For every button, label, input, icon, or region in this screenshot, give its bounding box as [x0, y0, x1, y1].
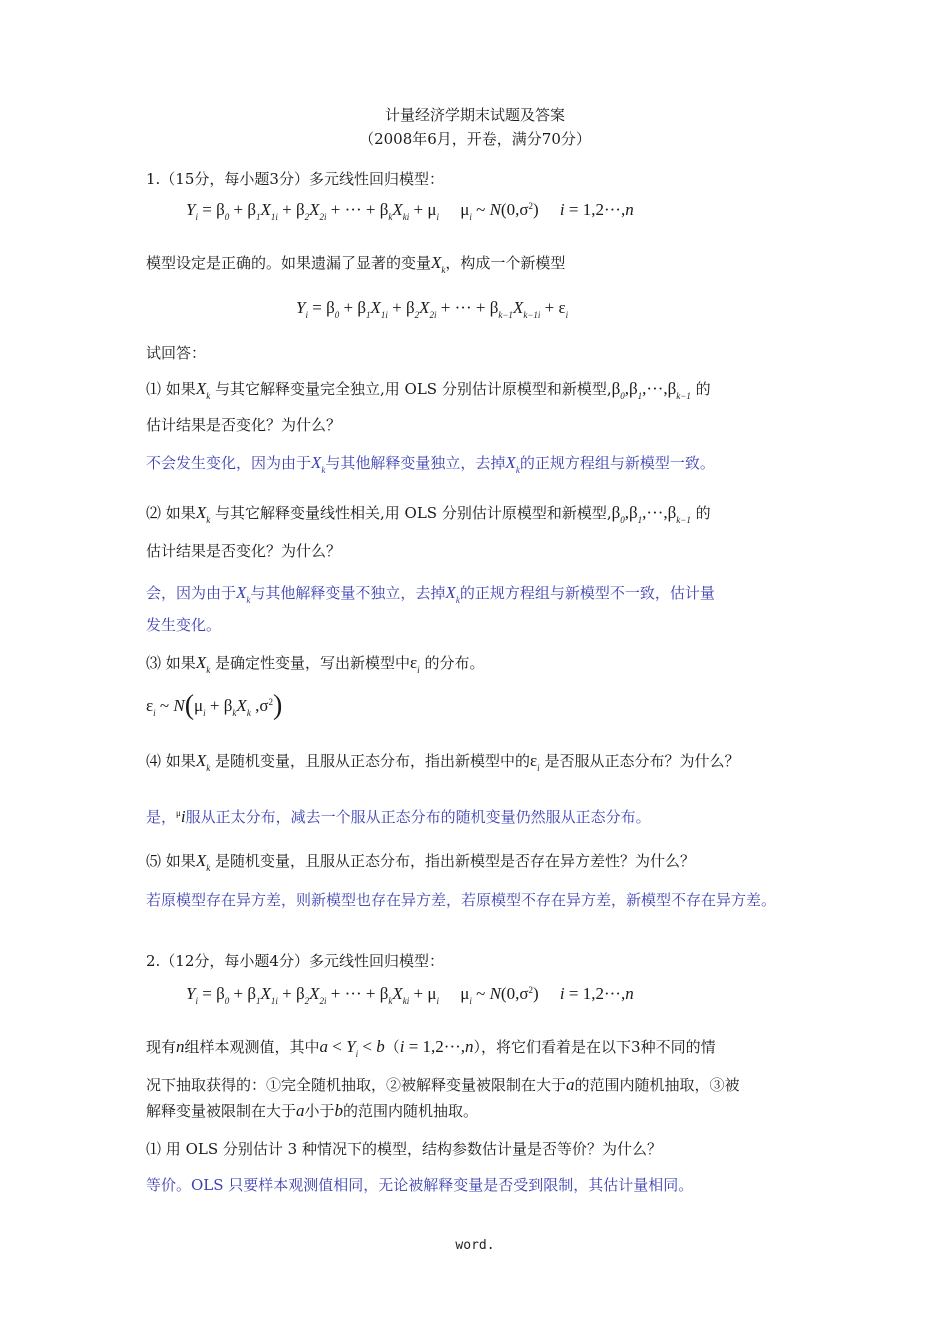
q1-sub5-question: ⑸ 如果$X_k$ 是随机变量，且服从正态分布，指出新模型是否存在异方差性？为什么？: [146, 851, 695, 873]
q2-sample-description-line3: 解释变量被限制在大于a小于b的范围内随机抽取。: [146, 1101, 479, 1120]
q2-sample-description-line2: 况下抽取获得的：①完全随机抽取，②被解释变量被限制在大于a的范围内随机抽取，③被: [146, 1075, 740, 1094]
question-1-header: 1.（15分，每小题3分）多元线性回归模型：: [146, 170, 444, 188]
q1-sub2-answer: 会，因为由于$X_k$与其他解释变量不独立，去掉$X_k$的正规方程组与新模型不一致，估计量: [146, 583, 715, 605]
q1-sub1-question: ⑴ 如果$X_k$ 与其它解释变量完全独立,用 OLS 分别估计原模型和新模型$,\beta_0,\beta_1,\cdot\cdot\cdot,\beta_{k-1}$ 的: [146, 379, 711, 401]
page-footer: word.: [455, 1238, 495, 1253]
q2-sub1-answer: 等价。OLS 只要样本观测值相同，无论被解释变量是否受到限制，其估计量相同。: [146, 1176, 694, 1194]
page-title: 计量经济学期末试题及答案: [384, 106, 565, 124]
q1-sub5-answer: 若原模型存在异方差，则新模型也存在异方差，若原模型不存在异方差，新模型不存在异方差。: [146, 891, 777, 909]
q2-sample-description: 现有n组样本观测值，其中$a < Y_i < b(i = 1,2\cdot\cdot\cdot,n)$，将它们看着是在以下3种不同的情: [146, 1037, 716, 1059]
q1-sub3-answer-formula: $\varepsilon_i$ ~ $N(\mu_i + \beta_kX_k$ $,\sigma^2$): [146, 690, 283, 721]
q1-sub1-question-line2: 估计结果是否变化？为什么？: [146, 416, 342, 434]
q1-sub4-question: ⑷ 如果$X_k$ 是随机变量，且服从正态分布，指出新模型中的$\varepsilon_i$ 是否服从正态分布？为什么？: [146, 751, 740, 773]
q1-sub2-answer-line2: 发生变化。: [146, 616, 222, 634]
q1-model-equation: $Y_i = \beta_0 + \beta_1X_{1i} + \beta_2X_{2i}$ + ··· + $\beta_kX_{ki} + \mu_i$ $\mu_i$ ~ $N(0,\sigma^2)$ i = 1,2···,n: [186, 200, 634, 222]
q1-sub1-answer: 不会发生变化，因为由于$X_k$与其他解释变量独立，去掉$X_k$的正规方程组与新模型一致。: [146, 453, 715, 475]
question-2-header: 2.（12分，每小题4分）多元线性回归模型：: [146, 952, 444, 970]
q1-new-model-equation: $Y_i = \beta_0 + \beta_1X_{1i} + \beta_2X_{2i}$ + ··· + $\beta_{k-1}X_{k-1i} + \varepsilon_i$: [296, 298, 569, 320]
q1-sub3-question: ⑶ 如果$X_k$ 是确定性变量，写出新模型中$\varepsilon_i$ 的分布。: [146, 653, 485, 675]
q1-sub4-answer: 是，$^\mu$i服从正太分布，减去一个服从正态分布的随机变量仍然服从正态分布。: [146, 807, 651, 826]
q2-sub1-question: ⑴ 用 OLS 分别估计 3 种情况下的模型，结构参数估计量是否等价？为什么？: [146, 1140, 662, 1158]
q1-sub2-question-line2: 估计结果是否变化？为什么？: [146, 542, 342, 560]
q2-model-equation: $Y_i = \beta_0 + \beta_1X_{1i} + \beta_2X_{2i}$ + ··· + $\beta_kX_{ki} + \mu_i$ $\mu_i$ ~ $N(0,\sigma^2)$ i = 1,2···,n: [186, 984, 634, 1006]
q1-sub2-question: ⑵ 如果$X_k$ 与其它解释变量线性相关,用 OLS 分别估计原模型和新模型$,\beta_0,\beta_1,\cdot\cdot\cdot,\beta_{k-1}$ 的: [146, 503, 711, 525]
q1-prompt: 试回答：: [146, 344, 207, 362]
q1-model-description: 模型设定是正确的。如果遗漏了显著的变量$X_k$，构成一个新模型: [146, 253, 566, 275]
page-subtitle: （2008年6月，开卷，满分70分）: [359, 130, 591, 148]
